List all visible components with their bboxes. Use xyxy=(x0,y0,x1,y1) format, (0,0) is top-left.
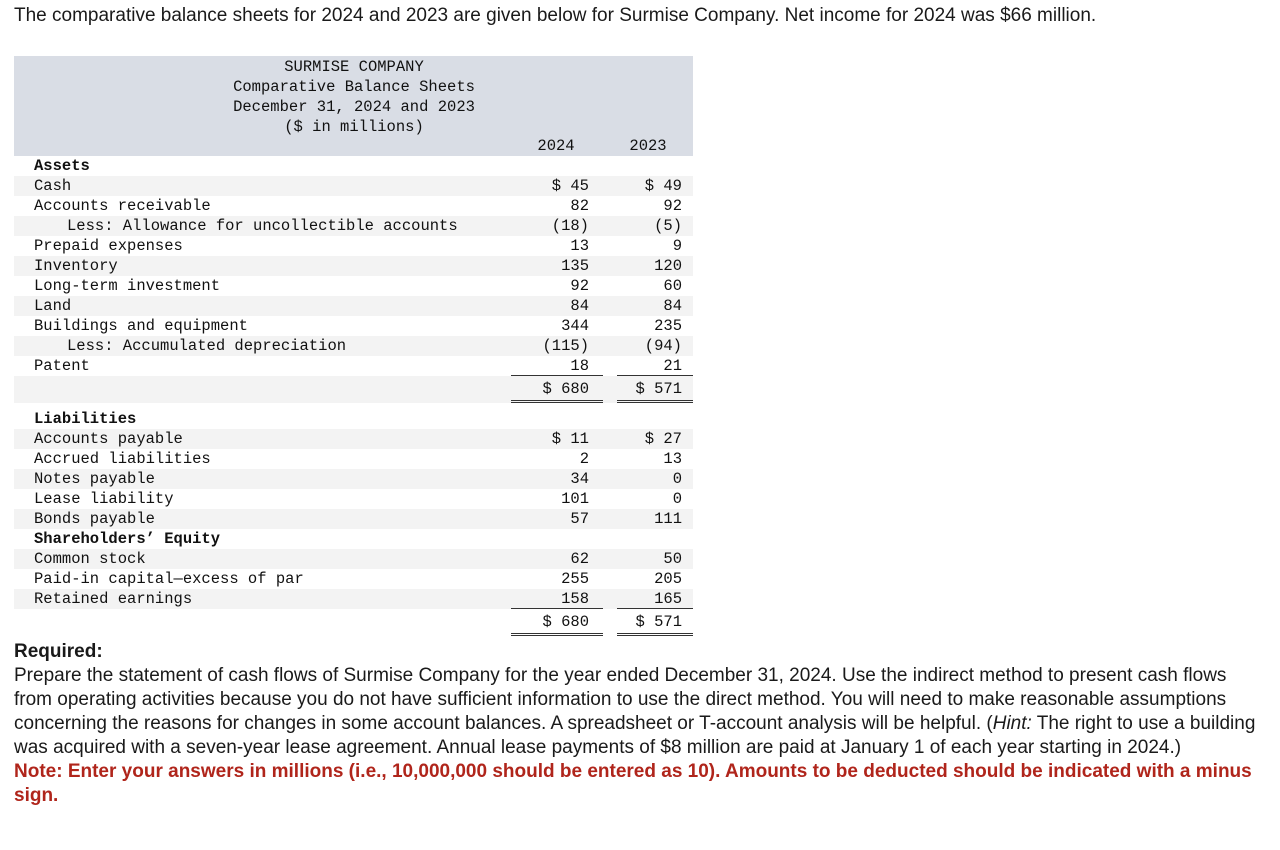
row-label: Accounts payable xyxy=(34,430,183,448)
double-rule xyxy=(511,398,603,403)
sheet-date: December 31, 2024 and 2023 xyxy=(233,98,475,116)
value-2024: 255 xyxy=(561,570,589,588)
value-2023: 0 xyxy=(672,470,682,488)
row-label: Lease liability xyxy=(34,490,174,508)
table-row xyxy=(14,356,693,376)
year-2024-header: 2024 xyxy=(537,137,575,155)
required-section xyxy=(14,640,1264,808)
value-2023: $ 49 xyxy=(644,177,682,195)
total-liabilities-2023: $ 571 xyxy=(635,613,682,631)
required-instructions xyxy=(14,664,1264,760)
assets-heading: Assets xyxy=(34,157,90,175)
row-label: Long-term investment xyxy=(34,277,221,295)
table-row xyxy=(14,296,693,316)
intro-text: The comparative balance sheets for 2024 and 2023 are given below for Surmise Company. Net income for 2024 was $66 million. xyxy=(14,5,1097,26)
value-2024: 57 xyxy=(570,510,589,528)
required-title: Required: xyxy=(14,641,103,662)
row-label: Bonds payable xyxy=(34,510,155,528)
row-label: Inventory xyxy=(34,257,118,275)
double-rule xyxy=(511,631,603,636)
equity-heading-row xyxy=(14,529,693,549)
double-rule xyxy=(617,631,693,636)
value-2024: 92 xyxy=(570,277,589,295)
value-2023: 13 xyxy=(663,450,682,468)
table-row xyxy=(14,489,693,509)
value-2023: 84 xyxy=(663,297,682,315)
value-2023: 120 xyxy=(654,257,682,275)
value-2023: 60 xyxy=(663,277,682,295)
liabilities-total-row xyxy=(14,609,693,636)
table-row xyxy=(14,509,693,529)
table-row xyxy=(14,196,693,216)
value-2024: 2 xyxy=(579,450,589,468)
balance-sheet xyxy=(14,56,693,636)
value-2023: $ 27 xyxy=(644,430,682,448)
total-assets-2023: $ 571 xyxy=(635,380,682,398)
value-2023: (5) xyxy=(654,217,682,235)
double-rule xyxy=(617,398,693,403)
value-2024: 62 xyxy=(570,550,589,568)
table-row xyxy=(14,569,693,589)
row-label: Cash xyxy=(34,177,72,195)
sheet-header xyxy=(14,56,693,156)
answer-note: Note: Enter your answers in millions (i.e., 10,000,000 should be entered as 10). Amounts to be deducted should be indicated with a minus sign. xyxy=(14,761,1252,806)
table-row xyxy=(14,176,693,196)
value-2024: 13 xyxy=(570,237,589,255)
liabilities-heading-row xyxy=(14,409,693,429)
value-2024: 135 xyxy=(561,257,589,275)
year-2023-header: 2023 xyxy=(629,137,667,155)
table-row xyxy=(14,236,693,256)
row-label: Paid-in capital—excess of par xyxy=(34,570,304,588)
value-2023: 0 xyxy=(672,490,682,508)
row-label: Common stock xyxy=(34,550,146,568)
value-2024: 344 xyxy=(561,317,589,335)
instructions-part-2: The right to use a building was acquired with a seven-year lease agreement. Annual lease payments of $8 million are paid at January 1 of each year starting in 2024.) xyxy=(14,713,1256,758)
row-label: Buildings and equipment xyxy=(34,317,248,335)
value-2023: 165 xyxy=(654,590,682,608)
value-2023: 21 xyxy=(663,357,682,375)
sheet-units: ($ in millions) xyxy=(284,118,424,136)
value-2023: 205 xyxy=(654,570,682,588)
value-2023: 92 xyxy=(663,197,682,215)
row-label: Less: Allowance for uncollectible accounts xyxy=(67,217,458,235)
row-label: Less: Accumulated depreciation xyxy=(67,337,347,355)
table-row xyxy=(14,429,693,449)
row-label: Prepaid expenses xyxy=(34,237,183,255)
table-row xyxy=(14,276,693,296)
sheet-title: Comparative Balance Sheets xyxy=(233,78,475,96)
table-row xyxy=(14,589,693,609)
value-2024: 82 xyxy=(570,197,589,215)
row-label: Land xyxy=(34,297,72,315)
liabilities-heading: Liabilities xyxy=(34,410,137,428)
instructions-part-1: Prepare the statement of cash flows of Surmise Company for the year ended December 31, 2024. Use the indirect method to present cash flows from operating activities because you do not have sufficient information to use the direct method. You will need to make reasonable assumptions concerning the reasons for changes in some account balances. A spreadsheet or T-account analysis will be helpful. ( xyxy=(14,665,1227,734)
total-assets-2024: $ 680 xyxy=(542,380,589,398)
hint-label: Hint: xyxy=(992,713,1032,734)
value-2024: 34 xyxy=(570,470,589,488)
value-2024: 158 xyxy=(561,590,589,608)
value-2024: $ 11 xyxy=(551,430,589,448)
row-label: Patent xyxy=(34,357,90,375)
value-2023: 235 xyxy=(654,317,682,335)
table-row xyxy=(14,449,693,469)
value-2024: 101 xyxy=(561,490,589,508)
total-liabilities-2024: $ 680 xyxy=(542,613,589,631)
table-row xyxy=(14,216,693,236)
value-2024: $ 45 xyxy=(551,177,589,195)
table-row xyxy=(14,336,693,356)
value-2024: 84 xyxy=(570,297,589,315)
value-2024: (115) xyxy=(542,337,589,355)
value-2024: 18 xyxy=(570,357,589,375)
assets-total-row xyxy=(14,376,693,403)
row-label: Retained earnings xyxy=(34,590,193,608)
value-2023: 50 xyxy=(663,550,682,568)
row-label: Accrued liabilities xyxy=(34,450,211,468)
value-2023: 9 xyxy=(672,237,682,255)
assets-heading-row xyxy=(14,156,693,176)
value-2023: (94) xyxy=(644,337,682,355)
row-label: Accounts receivable xyxy=(34,197,211,215)
equity-heading: Shareholders’ Equity xyxy=(34,530,221,548)
row-label: Notes payable xyxy=(34,470,155,488)
table-row xyxy=(14,316,693,336)
company-name: SURMISE COMPANY xyxy=(284,58,424,76)
value-2024: (18) xyxy=(551,217,589,235)
table-row xyxy=(14,549,693,569)
table-row xyxy=(14,256,693,276)
table-row xyxy=(14,469,693,489)
value-2023: 111 xyxy=(654,510,682,528)
